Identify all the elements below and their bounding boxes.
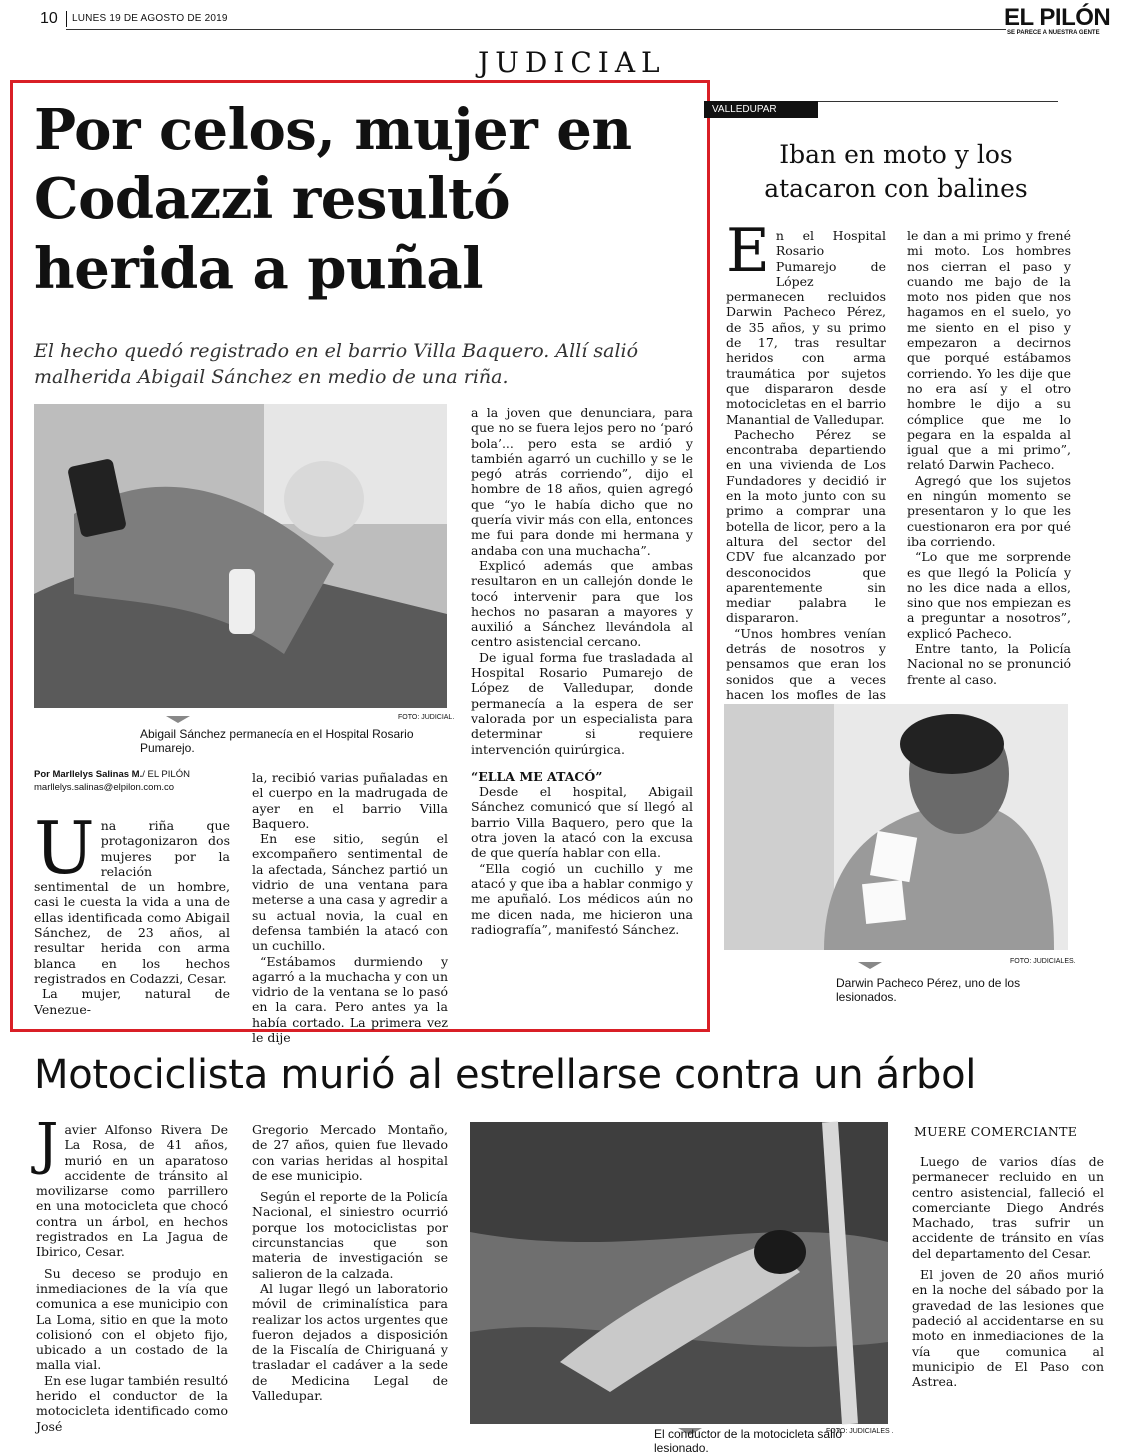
story2-photo	[724, 704, 1068, 950]
story2-rule	[818, 101, 1058, 102]
story3-dropcap: J	[36, 1112, 59, 1177]
story2-paragraph: “Lo que me sorprende es que llegó la Policía y no les dice nada a ellos, sino que nos empiezan es a preguntar a nosotros”, explicó Pacheco.	[907, 549, 1071, 641]
caption-arrow-icon	[166, 716, 190, 723]
story3-side-subhead: MUERE COMERCIANTE	[914, 1124, 1078, 1139]
story1-dropcap: U	[34, 806, 95, 890]
story1-paragraph: “Estábamos durmiendo y agarró a la muchacha y con un vidrio de la ventana se lo pasó en la cara. Pero antes ya la había cortado. La primera vez le dije	[252, 953, 448, 1046]
story3-paragraph: avier Alfonso Rivera De La Rosa, de 41 años, murió en un aparatoso accidente de tránsito al movilizarse como parrillero en una motocicleta que chocó contra un árbol, en hechos registrados en La Jagua de Ibirico, Cesar.	[36, 1122, 228, 1260]
story2-paragraph: Agregó que los sujetos en ningún momento se presentaron y lo que les cuestionaron era por qué iba corriendo.	[907, 472, 1071, 549]
issue-date: LUNES 19 DE AGOSTO DE 2019	[72, 13, 228, 24]
story2-column-2	[907, 228, 1071, 687]
story3-paragraph: En ese lugar también resultó herido el conductor de la motocicleta identificado como José	[36, 1372, 228, 1434]
section-title: JUDICIAL	[478, 46, 666, 79]
story3-paragraph: Según el reporte de la Policía Nacional, el siniestro ocurrió porque los motociclistas por circunstancias que son materia de investigación se salieron de la calzada.	[252, 1189, 448, 1281]
story1-paragraph: “Ella cogió un cuchillo y me atacó y que iba a hablar conmigo y me apuñaló. Los médicos aún no me dicen nada, me hicieron una radiografía”, manifestó Sánchez.	[471, 860, 693, 937]
caption-arrow-icon	[858, 962, 882, 969]
newspaper-logo: EL PILÓN	[1004, 4, 1111, 31]
story2-location-tag: VALLEDUPAR	[704, 101, 818, 118]
story1-photo-credit: FOTO: JUDICIAL.	[398, 714, 455, 721]
story3-paragraph: Gregorio Mercado Montaño, de 27 años, quien fue llevado con varias heridas al hospital de ese municipio.	[252, 1122, 448, 1183]
story2-photo-credit: FOTO: JUDICIALES.	[1010, 958, 1076, 965]
story1-caption: Abigail Sánchez permanecía en el Hospital Rosario Pumarejo.	[140, 727, 414, 755]
story1-paragraph: a la joven que denunciara, para que no se fuera lejos pero no ‘paró bola’... pero esta se ardió y también agarró un cuchillo y se le pegó atrás corriendo”, dijo el hombre de 18 años, quien agregó que “yo le había dicho que no quería vivir más con ella, entonces me fui para donde mi hermana y andaba con una muchacha”.	[471, 405, 693, 558]
story1-column-3	[471, 405, 693, 937]
byline-outlet: / EL PILÓN	[142, 769, 190, 780]
story3-photo	[470, 1122, 888, 1424]
story1-column-1	[34, 806, 230, 1017]
header-divider	[66, 11, 67, 27]
story2-paragraph: le dan a mi primo y frené mi moto. Los hombres nos cierran el paso y cuando me bajo de la moto nos piden que nos hagamos en el suelo, yo me siento en el piso y empezaron a decirnos que porqué estábamos corriendo. Yo les dije que no era así y el otro hombre le dijo a su cómplice que me lo pegara en la espalda al igual que a mi primo”, relató Darwin Pacheco.	[907, 228, 1071, 473]
story1-paragraph: la, recibió varias puñaladas en el cuerpo en la madrugada de ayer en el barrio Villa Baquero.	[252, 770, 448, 831]
injured-man-photo-icon	[724, 704, 1068, 950]
story3-paragraph: El joven de 20 años murió en la noche del sábado por la gravedad de las lesiones que padeció al accidentarse en su moto en inmediaciones de la vía que comunica al municipio de El Paso con Astrea.	[912, 1267, 1104, 1390]
story2-dropcap: E	[726, 216, 770, 286]
story2-caption: Darwin Pacheco Pérez, uno de los lesionados.	[836, 976, 1021, 1004]
story3-paragraph: Su deceso se produjo en inmediaciones de la vía que comunica a ese municipio con La Loma, sitio en que la moto colisionó con el objeto fijo, ubicado a un costado de la malla vial.	[36, 1265, 228, 1373]
header-rule	[66, 29, 1006, 30]
story1-paragraph: En ese sitio, según el excompañero sentimental de la afectada, Sánchez partió un vidrio de una ventana para meterse a una casa y agredir a su actual novia, la cual en defensa también la atacó con un cuchillo.	[252, 831, 448, 954]
story1-paragraph: La mujer, natural de Venezue-	[34, 986, 230, 1017]
story2-paragraph: “Unos hombres venían detrás de nosotros y pensamos que eran los sonidos que a veces hacen los mofles de las	[726, 625, 886, 702]
story1-byline	[34, 768, 234, 794]
byline-author: Por Marllelys Salinas M.	[34, 769, 143, 780]
story1-paragraph: Desde el hospital, Abigail Sánchez comunicó que sí llegó al barrio Villa Baquero, pero que la otra joven la atacó con la excusa de que quería hablar con ella.	[471, 784, 693, 861]
story3-paragraph: Luego de varios días de permanecer recluido en un centro asistencial, falleció el comerciante Diego Andrés Machado, tras sufrir un accidente de tránsito en vías del departamento del Cesar.	[912, 1154, 1104, 1261]
story2-column-1	[726, 216, 886, 733]
story1-deck: El hecho quedó registrado en el barrio Villa Baquero. Allí salió malherida Abigail Sánchez en medio de una riña.	[34, 340, 639, 389]
story3-caption: El conductor de la motocicleta salió lesionado.	[654, 1427, 843, 1455]
story3-column-2	[252, 1122, 448, 1403]
story3-headline: Motociclista murió al estrellarse contra un árbol	[34, 1052, 977, 1098]
story2-paragraph: Entre tanto, la Policía Nacional no se pronunció frente al caso.	[907, 641, 1071, 687]
story1-paragraph: De igual forma fue trasladada al Hospital Rosario Pumarejo de López de Valledupar, donde permanecía a la espera de ser valorada por un especialista para determinar si requiere intervención quirúrgica.	[471, 649, 693, 757]
story1-photo	[34, 404, 447, 708]
logo-tagline: SE PARECE A NUESTRA GENTE	[1007, 30, 1100, 36]
story3-column-1	[36, 1112, 228, 1434]
byline-email: marllelys.salinas@elpilon.com.co	[34, 782, 175, 793]
accident-scene-photo-icon	[470, 1122, 888, 1424]
story1-paragraph: Explicó además que ambas resultaron en un callejón donde le tocó intervenir para que los hechos no pasaran a mayores y auxilió a Sánchez llevándola al centro asistencial cercano.	[471, 557, 693, 650]
story3-paragraph: Al lugar llegó un laboratorio móvil de criminalística para realizar los actos urgentes que fueron dejados a disposición de la Fiscalía de Chiriguaná y trasladar el cadáver a la sede de Medicina Legal de Valledupar.	[252, 1280, 448, 1404]
story3-photo-credit: FOTO: JUDICIALES .	[826, 1428, 894, 1435]
story1-subhead: “ELLA ME ATACÓ”	[471, 768, 603, 784]
story1-column-2	[252, 770, 448, 1045]
page-number: 10	[40, 10, 58, 27]
story2-paragraph: Pachecho Pérez se encontraba departiendo en una vivienda de Los Fundadores y decidió ir en la moto junto con su primo a comprar una botella de licor, pero a la altura del sector del CDV fue alcanzado por desconocidos que aparentemente sin mediar palabra le dispararon.	[726, 426, 886, 626]
story2-headline: Iban en moto y los atacaron con balines	[764, 140, 1028, 203]
story2-paragraph: n el Hospital Rosario Pumarejo de López permanecen recluidos Darwin Pacheco Pérez, de 35 años, y su primo de 17, tras resultar heridos con arma traumática por sujetos que dispararon desde motocicletas en el barrio Manantial de Valledupar.	[726, 228, 886, 427]
story1-headline: Por celos, mujer en Codazzi resultó herida a puñal	[34, 97, 632, 302]
story1-paragraph: na riña que protagonizaron dos mujeres por la relación sentimental de un hombre, casi le cuesta la vida a una de ellas identificada como Abigail Sánchez, de 23 años, al resultar herida con arma blanca en los hechos registrados en Codazzi, Cesar.	[34, 818, 230, 986]
hospital-bed-photo-icon	[34, 404, 447, 708]
story3-side-column	[912, 1154, 1104, 1389]
